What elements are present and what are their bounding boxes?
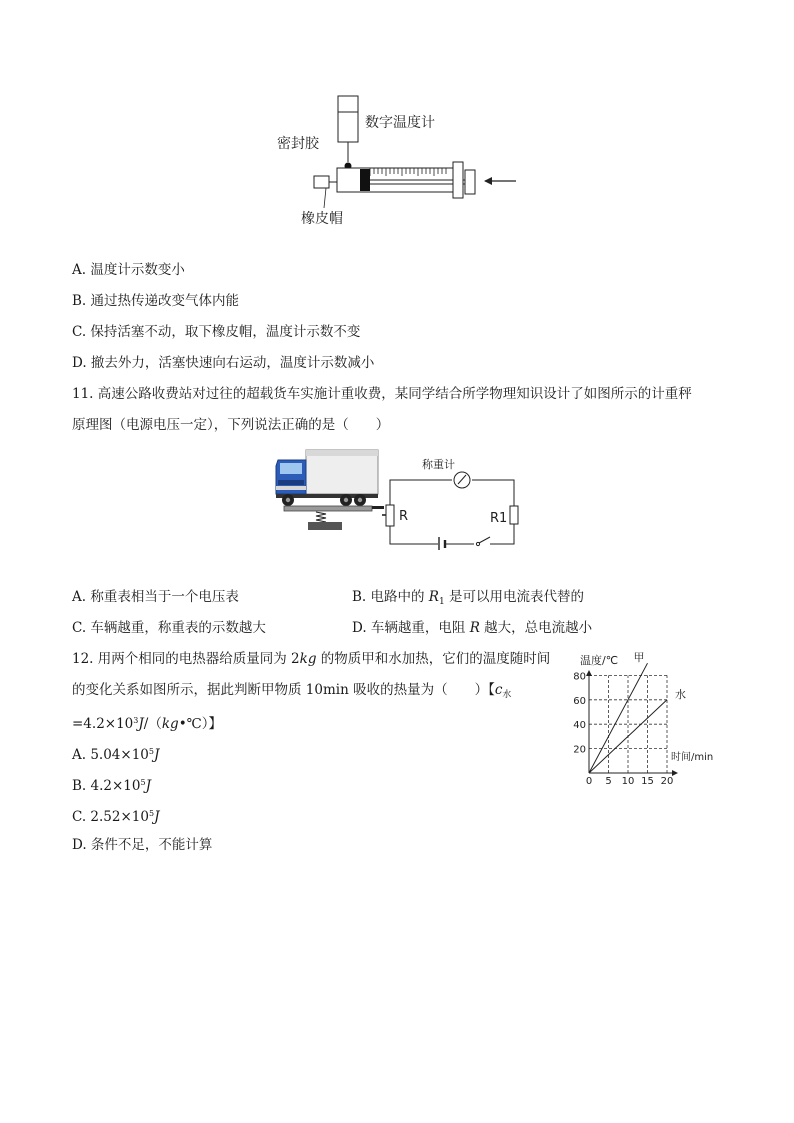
x-tick-label: 5 — [605, 776, 612, 787]
plunger-thumb — [465, 170, 475, 194]
q11-option-b: B. 电路中的 $R_1$ 是可以用电流表代替的 — [352, 589, 584, 607]
barrel-flange — [453, 162, 463, 198]
label-cap: 橡皮帽 — [301, 211, 343, 227]
truck-cargo-box — [306, 450, 378, 494]
scale-spring — [316, 512, 326, 522]
q12-stem-line2: 的变化关系如图所示，据此判断甲物质 10min 吸收的热量为（ ）【$c_水$ — [72, 682, 512, 700]
series-label-jia: 甲 — [633, 651, 645, 665]
chart-y-axis-label: 温度/℃ — [580, 654, 619, 667]
q11-option-d: D. 车辆越重，电阻 R 越大，总电流越小 — [352, 620, 593, 636]
q11-option-a: A. 称重表相当于一个电压表 — [72, 589, 239, 605]
x-tick-label: 10 — [621, 776, 635, 787]
thermometer-body — [338, 96, 358, 142]
label-seal: 密封胶 — [277, 136, 319, 152]
q10-option-a: A. 温度计示数变小 — [72, 262, 185, 278]
y-tick-label: 20 — [573, 744, 586, 756]
resistor-r — [386, 505, 394, 526]
series-label-water: 水 — [675, 687, 686, 701]
y-axis-arrow — [586, 670, 592, 676]
scale-platform — [284, 506, 372, 511]
x-tick-label: 15 — [641, 776, 654, 787]
label-thermometer: 数字温度计 — [365, 115, 435, 131]
label-r: R — [399, 509, 409, 524]
syringe-figure — [270, 90, 530, 240]
piston-head — [360, 169, 370, 191]
q10-option-c: C. 保持活塞不动，取下橡皮帽，温度计示数不变 — [72, 324, 361, 340]
y-tick-label: 80 — [573, 671, 586, 683]
q10-option-d: D. 撤去外力，活塞快速向右运动，温度计示数减小 — [72, 355, 375, 371]
q11-stem-line2: 原理图（电源电压一定），下列说法正确的是（ ） — [72, 417, 390, 433]
label-r1: R1 — [490, 511, 508, 526]
q10-option-b: B. 通过热传递改变气体内能 — [72, 293, 240, 309]
meter-label: 称重计 — [422, 458, 455, 471]
q11-stem-line1: 11. 高速公路收费站对过往的超载货车实施计重收费，某同学结合所学物理知识设计了如图所示的计重秤 — [72, 386, 692, 402]
x-tick-label: 20 — [660, 776, 674, 787]
circuit-wire-top — [390, 480, 452, 505]
q12-stem-line3: $=4.2\times 10^3J/(kg•℃)$】 — [72, 716, 223, 732]
rubber-cap — [314, 176, 329, 188]
circuit-diagram — [382, 456, 522, 550]
q12-option-b: B. $4.2\times 10^5J$ — [72, 778, 151, 794]
scale-base — [308, 522, 342, 530]
chart-x-axis-label: 时间/min — [671, 752, 714, 763]
y-tick-label: 40 — [573, 720, 586, 732]
q12-stem-line1: 12. 用两个相同的电热器给质量同为 2kg 的物质甲和水加热，它们的温度随时间 — [72, 651, 551, 667]
y-tick-label: 60 — [573, 695, 586, 707]
truck-scale-figure — [272, 448, 384, 534]
temperature-time-chart — [570, 650, 730, 790]
q12-option-d: D. 条件不足，不能计算 — [72, 837, 213, 853]
series-line-jia — [589, 663, 648, 773]
q12-option-a: A. $5.04\times 10^5J$ — [72, 747, 160, 763]
q12-option-c: C. $2.52\times 10^5J$ — [72, 809, 160, 825]
resistor-r1 — [510, 506, 518, 524]
q11-option-c: C. 车辆越重，称重表的示数越大 — [72, 620, 266, 636]
x-tick-label: 0 — [585, 776, 593, 787]
